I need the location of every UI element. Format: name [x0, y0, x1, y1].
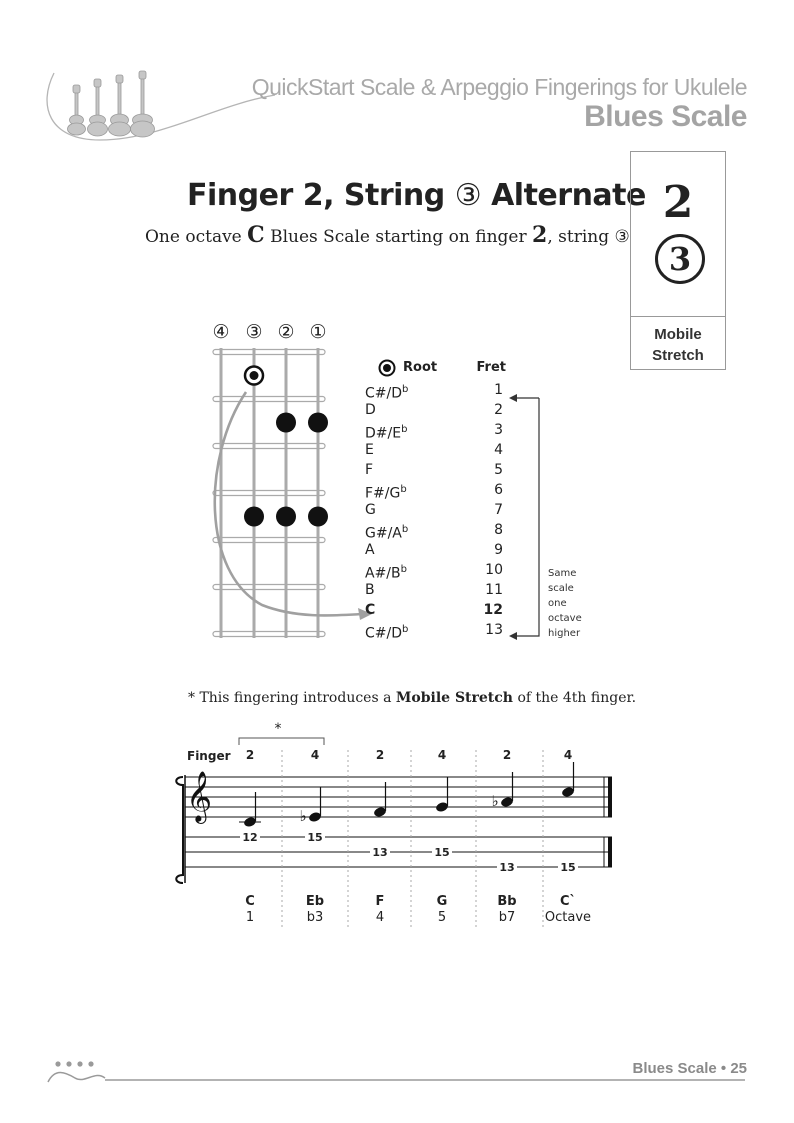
note-name-label: C` — [559, 894, 577, 909]
string-label: ③ — [245, 321, 263, 343]
note-name: C — [365, 602, 376, 618]
tab-fret-number: 15 — [434, 846, 450, 859]
stretch-marker: * — [274, 721, 282, 737]
note-name: $C\#/D^b$ — [365, 384, 409, 402]
section-title: Blues Scale — [584, 100, 747, 133]
root-label: Root — [403, 360, 438, 375]
string-labels — [212, 321, 326, 343]
note-name: E — [365, 442, 374, 458]
fret-row — [365, 440, 510, 460]
finger-number: 2 — [375, 748, 385, 762]
scale-degree-label: b7 — [498, 910, 516, 925]
flat-symbol: b — [402, 624, 409, 635]
fret-row — [365, 520, 510, 540]
flat-symbol: b — [402, 384, 409, 395]
subtitle-finger: 2 — [532, 222, 548, 248]
note-name: G — [365, 502, 376, 518]
finger-number: 4 — [437, 748, 447, 762]
mobile-stretch-label — [631, 324, 725, 366]
note-name: $D\#/E^b$ — [365, 424, 408, 442]
finger-dot — [244, 507, 264, 527]
finger-row-label: Finger — [187, 749, 231, 763]
footer-section: Blues Scale — [632, 1060, 717, 1077]
note-name-label: G — [436, 894, 448, 909]
scale-degree-label: 4 — [375, 910, 385, 925]
fret-line — [213, 538, 325, 543]
octave-note-line: one — [548, 598, 567, 609]
tab-fret-number: 15 — [560, 861, 576, 874]
fret-row — [365, 540, 510, 560]
fret-line — [213, 585, 325, 590]
finger-dot — [308, 507, 328, 527]
fret-line — [213, 444, 325, 449]
scale-degree-label: Octave — [544, 910, 592, 925]
fret-number: 9 — [494, 542, 503, 558]
footer-separator: • — [720, 1060, 727, 1077]
tab-final-barline — [608, 837, 612, 867]
page-title — [187, 178, 646, 213]
fret-label: Fret — [476, 360, 506, 375]
flat-accidental: ♭ — [491, 792, 499, 810]
stretch-bracket — [239, 738, 324, 745]
subtitle-key: C — [247, 222, 265, 248]
fret-number: 5 — [494, 462, 503, 478]
fret-line — [213, 397, 325, 402]
fret-number: 7 — [494, 502, 503, 518]
subtitle-pre: One octave — [145, 227, 242, 247]
footnote-bold: Mobile Stretch — [395, 690, 513, 706]
series-title: QuickStart Scale & Arpeggio Fingerings for Ukulele — [251, 74, 747, 100]
fret-row — [365, 600, 510, 620]
flat-symbol: b — [401, 524, 409, 535]
octave-bracket — [505, 390, 545, 645]
page-number: 25 — [730, 1060, 747, 1077]
fret-table — [365, 358, 510, 640]
string-number-circle: 3 — [655, 234, 705, 284]
fret-row — [365, 380, 510, 400]
footer-page-label — [632, 1060, 747, 1077]
tab-fret-number: 12 — [242, 831, 258, 844]
fret-row — [365, 500, 510, 520]
octave-note-line: Same — [548, 568, 577, 579]
note-name: F — [365, 462, 374, 478]
final-barline — [608, 777, 612, 817]
fret-number: 3 — [494, 422, 503, 438]
note-columns — [239, 748, 591, 930]
fret-rows — [365, 380, 510, 640]
note-name: D — [365, 402, 376, 418]
music-notation — [170, 715, 630, 940]
note-name: $F\#/G^b$ — [365, 484, 407, 502]
note-name: A — [365, 542, 375, 558]
nut — [213, 350, 325, 355]
fretboard-diagram — [200, 318, 380, 648]
fret-row — [365, 400, 510, 420]
fret-lines — [213, 350, 325, 637]
fret-row — [365, 460, 510, 480]
flat-symbol: b — [400, 484, 407, 495]
page-subtitle — [145, 222, 630, 248]
flat-symbol: b — [401, 424, 408, 435]
tab-fret-number: 13 — [499, 861, 515, 874]
fingering-summary-box — [630, 151, 726, 370]
fret-number: 11 — [485, 582, 503, 598]
fret-number: 6 — [494, 482, 503, 498]
fret-number: 13 — [485, 622, 503, 638]
subtitle-mid: Blues Scale starting on finger — [270, 227, 527, 247]
fret-row — [365, 620, 510, 640]
fret-number: 12 — [483, 602, 503, 618]
fret-table-header — [365, 358, 510, 380]
finger-number: 2 — [245, 748, 255, 762]
footnote-pre: * This fingering introduces a — [188, 690, 392, 706]
fret-number: 2 — [494, 402, 503, 418]
note-name-label: F — [375, 894, 385, 909]
note-name: $C\#/D^b$ — [365, 624, 409, 642]
string-label: ④ — [212, 321, 230, 343]
string-label: ② — [277, 321, 295, 343]
footnote — [188, 690, 636, 706]
fret-row — [365, 560, 510, 580]
root-dot-center — [250, 371, 259, 380]
note-name-label: C — [245, 894, 255, 909]
finger-number: 2 — [502, 748, 512, 762]
scale-degree-label: 5 — [437, 910, 447, 925]
note-name: $A\#/B^b$ — [365, 564, 407, 582]
octave-note-line: octave — [548, 613, 582, 624]
treble-clef: 𝄞 — [186, 771, 213, 822]
fret-number: 10 — [485, 562, 503, 578]
staff — [185, 777, 612, 817]
octave-note-line: scale — [548, 583, 574, 594]
finger-dot — [276, 507, 296, 527]
fret-row — [365, 580, 510, 600]
note-name-label: Eb — [305, 894, 325, 909]
fret-row — [365, 420, 510, 440]
label-line-2: Stretch — [652, 347, 704, 364]
system-brace — [176, 777, 183, 883]
scale-degree-label: b3 — [306, 910, 324, 925]
tab-fret-number: 13 — [372, 846, 388, 859]
subtitle-post: , string ③ — [547, 227, 630, 247]
octave-note — [548, 566, 608, 641]
octave-note-line: higher — [548, 628, 581, 639]
flat-symbol: b — [400, 564, 407, 575]
footnote-post: of the 4th finger. — [517, 690, 637, 706]
fret-row — [365, 480, 510, 500]
box-divider — [631, 316, 725, 317]
fret-number: 1 — [494, 382, 503, 398]
note-name: $G\#/A^b$ — [365, 524, 409, 542]
fret-number: 8 — [494, 522, 503, 538]
string-label: ① — [309, 321, 327, 343]
root-icon — [378, 359, 396, 377]
tab-fret-number: 15 — [307, 831, 323, 844]
label-line-1: Mobile — [654, 326, 702, 343]
title-prefix: Finger 2, String — [187, 178, 445, 213]
fret-number: 4 — [494, 442, 503, 458]
flat-accidental: ♭ — [299, 807, 307, 825]
scale-degree-label: 1 — [245, 910, 255, 925]
note-name-label: Bb — [497, 894, 517, 909]
finger-number: 4 — [563, 748, 573, 762]
note-name: B — [365, 582, 375, 598]
finger-number: 4 — [310, 748, 320, 762]
finger-dot — [308, 413, 328, 433]
title-string-number: ③ — [454, 178, 482, 213]
fret-line — [213, 632, 325, 637]
title-suffix: Alternate — [491, 178, 646, 213]
finger-number: 2 — [662, 177, 694, 228]
finger-dot — [276, 413, 296, 433]
fret-line — [213, 491, 325, 496]
